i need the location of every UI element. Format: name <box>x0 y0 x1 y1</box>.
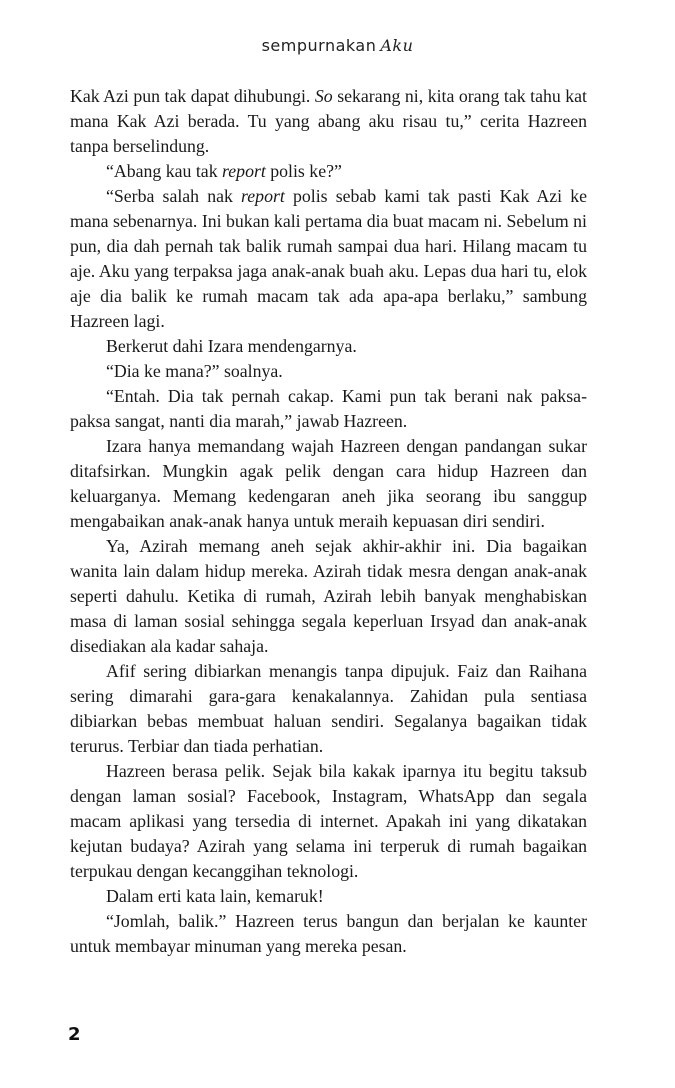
text-run: Kak Azi pun tak dapat dihubungi. <box>70 86 315 106</box>
paragraph: Ya, Azirah memang aneh sejak akhir-akhir ini. Dia bagaikan wanita lain dalam hidup mereka. Azirah tidak mesra dengan anak-anak seperti dahulu. Ketika di rumah, Azirah lebih banyak menghabiskan masa di laman sosial sehingga segala keperluan Irsyad dan anak-anak disediakan ala kadar sahaja. <box>70 536 587 656</box>
paragraph <box>70 159 587 184</box>
paragraph: Hazreen berasa pelik. Sejak bila kakak iparnya itu begitu taksub dengan laman sosial? Facebook, Instagram, WhatsApp dan segala macam aplikasi yang tersedia di internet. Apakah ini yang dikatakan kejutan budaya? Azirah yang selama ini terperuk di rumah bagaikan terpukau dengan kecanggihan teknologi. <box>70 761 587 881</box>
text-run: “Abang kau tak <box>106 161 223 181</box>
page-number: 2 <box>68 1024 81 1045</box>
italic-word: report <box>222 161 266 181</box>
paragraph: Afif sering dibiarkan menangis tanpa dipujuk. Faiz dan Raihana sering dimarahi gara-gara kenakalannya. Zahidan pula sentiasa dibiarkan bebas membuat haluan sendiri. Segalanya bagaikan tidak terurus. Terbiar dan tiada perhatian. <box>70 661 587 756</box>
italic-word: report <box>241 186 285 206</box>
paragraph: Berkerut dahi Izara mendengarnya. <box>106 336 357 356</box>
text-run: polis ke?” <box>265 161 342 181</box>
book-title: sempurnakan <box>261 36 377 55</box>
paragraph: “Dia ke mana?” soalnya. <box>106 361 283 381</box>
book-title-script: Aku <box>380 36 414 55</box>
text-run: sekarang ni, kita orang tak tahu kat mana Kak Azi berada. Tu yang abang aku risau tu,” cerita Hazreen tanpa berselindung. <box>70 86 588 156</box>
paragraph <box>70 84 587 159</box>
body-text <box>70 84 587 959</box>
paragraph: “Entah. Dia tak pernah cakap. Kami pun tak berani nak paksa-paksa sangat, nanti dia marah,” jawab Hazreen. <box>70 386 587 431</box>
italic-word: So <box>314 86 333 106</box>
paragraph: Dalam erti kata lain, kemaruk! <box>106 886 324 906</box>
running-head <box>0 36 675 55</box>
paragraph <box>70 184 587 334</box>
paragraph: “Jomlah, balik.” Hazreen terus bangun dan berjalan ke kaunter untuk membayar minuman yang mereka pesan. <box>70 911 587 956</box>
text-run: polis sebab kami tak pasti Kak Azi ke mana sebenarnya. Ini bukan kali pertama dia buat macam ni. Sebelum ni pun, dia dah pernah tak balik rumah sampai dua hari. Hilang macam tu aje. Aku yang terpaksa jaga anak-anak buah aku. Lepas dua hari tu, elok aje dia balik ke rumah macam tak ada apa-apa berlaku,” sambung Hazreen lagi. <box>70 186 588 331</box>
text-run: “Serba salah nak <box>106 186 242 206</box>
paragraph: Izara hanya memandang wajah Hazreen dengan pandangan sukar ditafsirkan. Mungkin agak pelik dengan cara hidup Hazreen dan keluarganya. Memang kedengaran aneh jika seorang ibu sanggup mengabaikan anak-anak hanya untuk meraih kepuasan diri sendiri. <box>70 436 587 531</box>
